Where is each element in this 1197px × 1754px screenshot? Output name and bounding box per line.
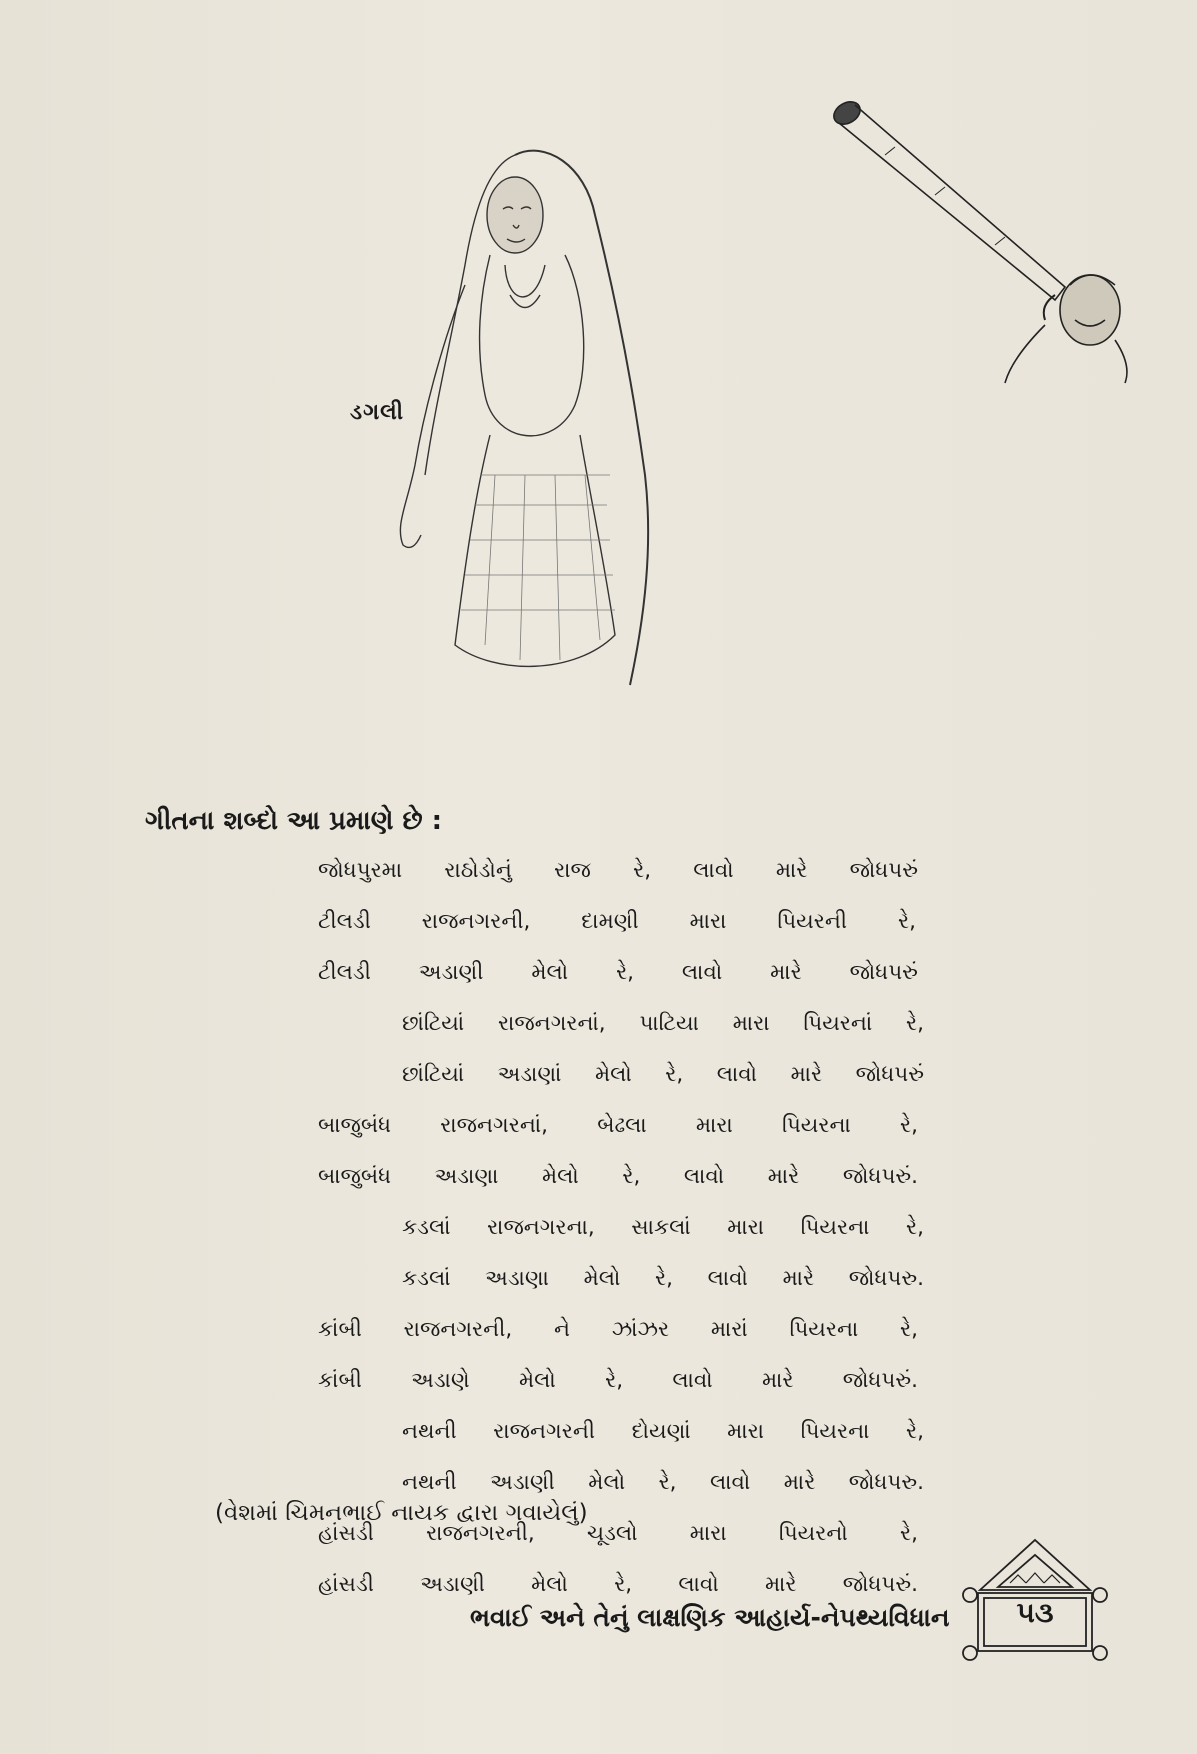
lyric-line: નથની અડાણી મેલો રે, લાવો મારે જોધપરુ. xyxy=(402,1470,924,1495)
lyric-line: કડલાં અડાણા મેલો રે, લાવો મારે જોધપરુ. xyxy=(402,1266,924,1291)
section-heading: ગીતના શબ્દો આ પ્રમાણે છે : xyxy=(145,806,442,836)
song-attribution: (વેશમાં ચિમનભાઈ નાયક દ્વારા ગવાયેલું) xyxy=(215,1500,588,1526)
woman-in-veil-illustration xyxy=(395,145,655,705)
page-number: ૫૩ xyxy=(1016,1596,1054,1629)
lyric-line: કડલાં રાજનગરના, સાકલાં મારા પિયરના રે, xyxy=(402,1215,924,1240)
lyric-line: કાંબી રાજનગરની, ને ઝાંઝર મારાં પિયરના રે, xyxy=(318,1317,918,1342)
horn-player-illustration xyxy=(825,95,1135,385)
lyric-line: છાંટિયાં રાજનગરનાં, પાટિયા મારા પિયરનાં રે, xyxy=(402,1011,924,1036)
lyric-line: હાંસડી અડાણી મેલો રે, લાવો મારે જોધપરું. xyxy=(318,1572,918,1597)
lyric-line: બાજુબંધ રાજનગરનાં, બેઢલા મારા પિયરના રે, xyxy=(318,1113,918,1138)
lyric-line: છાંટિયાં અડાણાં મેલો રે, લાવો મારે જોધપરું xyxy=(402,1062,924,1087)
lyric-line: ટીલડી રાજનગરની, દામણી મારા પિયરની રે, xyxy=(318,909,916,934)
illustration-caption: ડગલી xyxy=(350,400,405,425)
lyric-line: હાંસડી રાજનગરની, ચૂડલો મારા પિયરનો રે, xyxy=(318,1521,918,1546)
lyric-line: બાજુબંધ અડાણા મેલો રે, લાવો મારે જોધપરું. xyxy=(318,1164,918,1189)
lyric-line: કાંબી અડાણે મેલો રે, લાવો મારે જોધપરું. xyxy=(318,1368,918,1393)
lyric-line: ટીલડી અડાણી મેલો રે, લાવો મારે જોધપરું xyxy=(318,960,918,985)
lyric-line: નથની રાજનગરની દોયણાં મારા પિયરના રે, xyxy=(402,1419,924,1444)
lyric-line: જોધપુરમા રાઠોડોનું રાજ રે, લાવો મારે જોધપરું xyxy=(318,858,918,883)
book-title-footer: ભવાઈ અને તેનું લાક્ષણિક આહાર્ય-નેપથ્યવિધાન xyxy=(470,1603,950,1632)
